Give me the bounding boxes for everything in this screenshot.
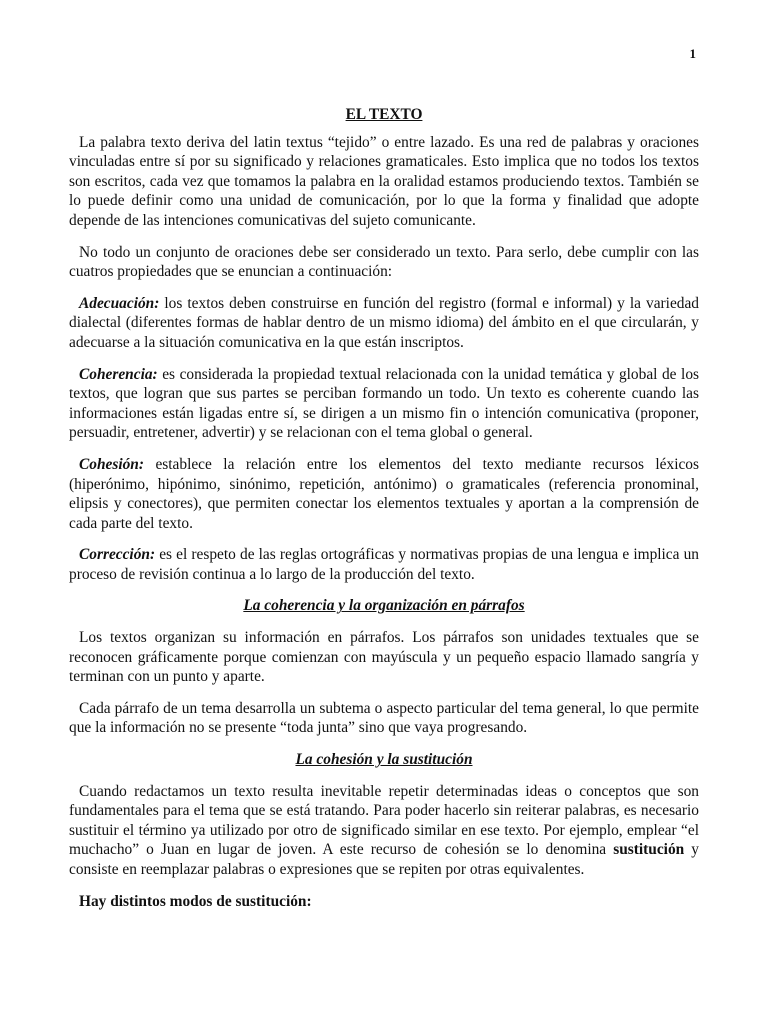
property-text: establece la relación entre los elementos del texto mediante recursos léxicos (hiperónimo, hipónimo, sinónimo, repetición, antónimo) o gramaticales (referencia pronominal, elipsis y conectores), que permiten conectar los elementos textuales y aportan a la comprensión de cada parte del texto. bbox=[69, 455, 699, 532]
section1-paragraph-1: Los textos organizan su información en párrafos. Los párrafos son unidades textuales que se reconocen gráficamente porque comienzan con mayúscula y un pequeño espacio llamado sangría y terminan con un punto y aparte. bbox=[69, 629, 699, 686]
property-text: es considerada la propiedad textual relacionada con la unidad temática y global de los textos, que logran que sus partes se perciban formando un todo. Un texto es coherente cuando las informaciones están ligadas entre sí, se dirigen a un mismo fin o intención comunicativa (proponer, persuadir, entretener, advertir) y se relacionan con el tema global o general. bbox=[69, 365, 699, 442]
section-title-coherencia: La coherencia y la organización en párrafos bbox=[243, 597, 525, 615]
property-term: Corrección: bbox=[79, 546, 156, 564]
section2-text-before: Cuando redactamos un texto resulta inevitable repetir determinadas ideas o conceptos que son fundamentales para el tema que se está tratando. Para poder hacerlo sin reiterar palabras, es necesario sustituir el término ya utilizado por otro de significado similar en ese texto. Por ejemplo, emplear “el muchacho” o Juan en lugar de joven. A este recurso de cohesión se lo denomina bbox=[69, 782, 699, 859]
intro-paragraph-1: La palabra texto deriva del latin textus “tejido” o entre lazado. Es una red de palabras y oraciones vinculadas entre sí por su significado y relaciones gramaticales. Esto implica que no todos los textos son escritos, cada vez que tomamos la palabra en la oralidad estamos produciendo textos. También se lo puede definir como una unidad de comunicación, por lo que la forma y finalidad que adopte depende de las intenciones comunicativas del sujeto comunicante. bbox=[69, 133, 699, 229]
property-term: Adecuación: bbox=[79, 294, 160, 312]
section2-heading: Hay distintos modos de sustitución: bbox=[79, 892, 312, 910]
section2-paragraph bbox=[69, 782, 699, 880]
property-text: es el respeto de las reglas ortográficas y normativas propias de una lengua e implica un proceso de revisión continua a lo largo de la producción del texto. bbox=[69, 546, 699, 583]
property-cohesion bbox=[69, 455, 699, 533]
property-term: Cohesión: bbox=[79, 455, 144, 473]
property-correccion bbox=[69, 545, 699, 584]
section1-paragraph-2: Cada párrafo de un tema desarrolla un subtema o aspecto particular del tema general, lo que permite que la información no se presente “toda junta” sino que vaya progresando. bbox=[69, 699, 699, 737]
section2-text-after: y consiste en reemplazar palabras o expresiones que se repiten por otras equivalentes. bbox=[69, 841, 699, 878]
section2-bold-term: sustitución bbox=[613, 841, 685, 859]
property-adecuacion bbox=[69, 294, 699, 353]
document-title: EL TEXTO bbox=[345, 106, 423, 123]
property-coherencia bbox=[69, 365, 699, 443]
intro-paragraph-2: No todo un conjunto de oraciones debe ser considerado un texto. Para serlo, debe cumplir con las cuatros propiedades que se enuncian a continuación: bbox=[69, 243, 699, 281]
property-text: los textos deben construirse en función del registro (formal e informal) y la variedad dialectal (diferentes formas de hablar dentro de un mismo idioma) del ámbito en el que circularán, y adecuarse a la situación comunicativa en la que están inscriptos. bbox=[69, 294, 699, 351]
document-content bbox=[69, 105, 699, 911]
property-term: Coherencia: bbox=[79, 365, 158, 383]
page-number: 1 bbox=[689, 46, 696, 61]
section-title-cohesion: La cohesión y la sustitución bbox=[295, 751, 473, 769]
